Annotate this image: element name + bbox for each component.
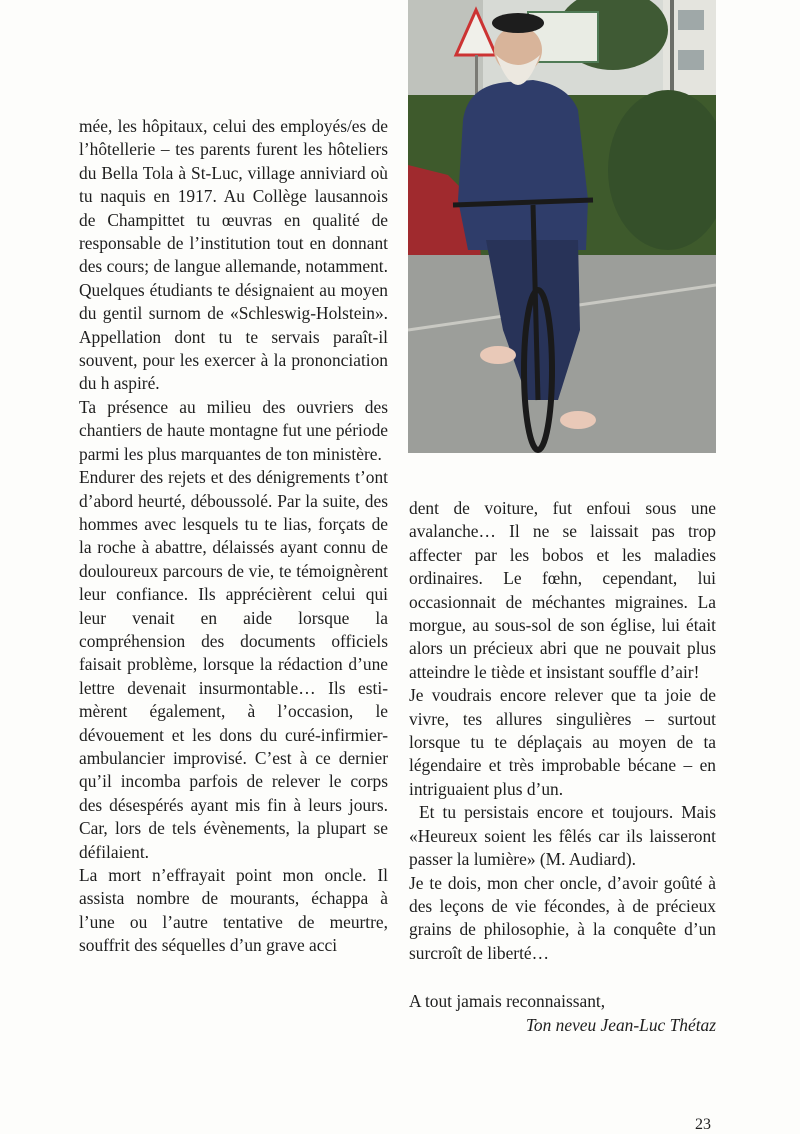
paragraph: Je te dois, mon cher oncle, d’avoir goûté à des leçons de vie fécondes, à de précieux grains de philosophie, à la conquête d’un surcroît de liberté… xyxy=(409,872,716,963)
paragraph: Je voudrais encore relever que ta joie de vivre, tes allures singulières – surtout lorsque tu te déplaçais au moyen de ta légendaire et très improbable bécane – en intriguaient plus d’un. xyxy=(409,685,716,799)
paragraph: Endurer des rejets et des dénigrements t’ont d’abord heurté, déboussolé. Par la suite, des hommes avec lesquels tu te lias, forçats de la roche à abattre, délaissés ayant connu de douloureux parcours de vie, te témoignèrent leur confiance. Ils apprécièrent celui qui leur venait en aide lorsque la compréhension des documents officiels faisait problème, lorsque la rédaction d’une lettre devenait insurmontable… Ils estimèrent également, à l’occasion, le dévouement et les dons du curé-infirmier-ambulancier improvisé. C’est à ce dernier qu’il incomba parfois de relever le corps des désespérés ayant mis fin à leurs jours. Car, lors de tels évènements, la plupart se défilaient. xyxy=(79,467,388,862)
spacer xyxy=(409,965,716,990)
paragraph: dent de voiture, fut enfoui sous une avalanche… Il ne se laissait pas trop affecter par les bobos et les maladies ordinaires. Le fœhn, cependant, lui occasionnait de méchantes migraines. La morgue, au sous-sol de son église, lui était alors un précieux abri que ne pouvait plus atteindre le tiède et insistant souffle d’air! xyxy=(409,498,716,682)
page-number: 23 xyxy=(695,1116,711,1133)
closing-line: A tout jamais reconnaissant, xyxy=(409,991,606,1012)
photo-elderly-man-on-bicycle xyxy=(408,0,716,453)
left-text-column xyxy=(79,115,388,958)
paragraph: Et tu persistais encore et toujours. Mais «Heureux soient les fêlés car ils laisseront passer la lumière» (M. Audiard). xyxy=(409,802,716,870)
photo-illustration xyxy=(408,0,716,453)
paragraph: La mort n’effrayait point mon oncle. Il assista nombre de mourants, échappa à l’une ou l’autre tentative de meurtre, souffrit des séquelles d’un grave acci xyxy=(79,865,388,956)
paragraph: Ta présence au milieu des ouvriers des chantiers de haute montagne fut une période parmi les plus marquantes de ton ministère. xyxy=(79,396,388,464)
signature: Ton neveu Jean-Luc Thétaz xyxy=(525,1014,716,1035)
paragraph: mée, les hôpitaux, celui des employés/es de l’hôtellerie – tes parents furent les hôteliers du Bella Tola à St-Luc, village anniviard où tu naquis en 1917. Au Collège lausannois de Champittet tu œuvras en qualité de responsable de l’institution tout en donnant des cours; de langue allemande, notamment. Quelques étudiants te désignaient au moyen du gentil surnom de «Schleswig-Holstein». Appellation dont tu te servais paraît-il souvent, pour les exercer à la prononciation du h aspiré. xyxy=(79,116,388,394)
right-text-column xyxy=(409,497,716,1037)
